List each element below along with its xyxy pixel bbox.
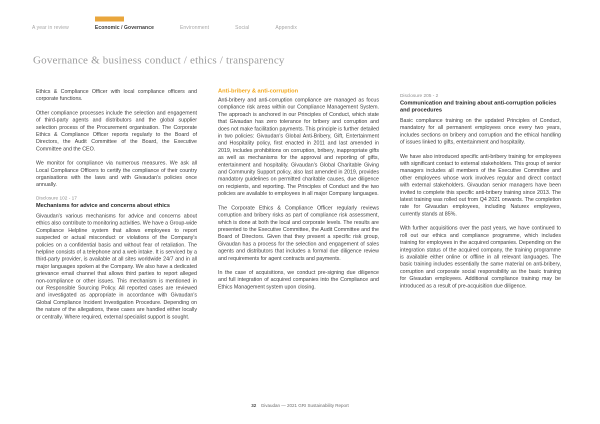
section-heading: Communication and training about anti-corruption policies and procedures	[400, 100, 557, 113]
column-1	[36, 88, 197, 327]
page-footer	[0, 403, 600, 408]
nav-item-economic-governance[interactable]: Economic / Governance	[94, 25, 154, 31]
page-number: 32	[251, 403, 257, 408]
paragraph: The Corporate Ethics & Compliance Officer regularly reviews corruption and bribery risks as part of compliance risk assessment, which is done at both the local and corporate levels. The results are presented to the Executive Committee, the Audit Committee and the Board of Directors. Given that they present a specific risk group, Givaudan has a process for the selection and engagement of sales agents and distributors that includes a formal due diligence review and requirements for agent contracts and payments.	[218, 204, 379, 262]
nav-item-a-year-in-review[interactable]: A year in review	[32, 25, 69, 31]
page-title: Governance & business conduct / ethics / transparency	[33, 53, 285, 66]
nav-item-environment[interactable]: Environment	[179, 25, 210, 31]
nav-item-appendix[interactable]: Appendix	[275, 25, 298, 31]
top-nav	[32, 25, 297, 31]
paragraph: In the case of acquisitions, we conduct pre-signing due diligence and full integration of acquired companies into the Compliance and Ethics Management system upon closing.	[218, 269, 379, 290]
paragraph: With further acquisitions over the past years, we have continued to roll out our ethics and compliance programme, which includes training for employees in the acquired companies. Depending on the integration status of the acquired company, the training programme is available either online or offline in all relevant languages. The basic training includes essentially the same material on anti-bribery, corruption and corporate social responsibility as the basic training for Givaudan employees. Additional compliance training may be introduced as a result of pre-acquisition due diligence.	[400, 225, 561, 289]
disclosure-label: Disclosure 205 - 2	[400, 93, 439, 99]
section-heading: Mechanisms for advice and concerns about ethics	[36, 202, 170, 209]
paragraph: We monitor for compliance via numerous measures. We ask all Local Compliance Officers to certify the compliance of their country organisations with the laws and with Givaudan's policies once annually.	[36, 160, 197, 188]
disclosure-label: Disclosure 102 - 17	[36, 195, 77, 201]
paragraph: We have also introduced specific anti-bribery training for employees with significant contact to external stakeholders. This group of senior managers includes all members of the Executive Committee and other employees whose work involves regular and direct contact with external stakeholders. Givaudan senior managers have been invited to complete this specific anti-bribery training since 2013. The latest training was rolled out from Q4 2021 onwards. The completion rate for Givaudan employees, including Naturex employees, currently stands at 85%.	[400, 153, 561, 217]
paragraph: Basic compliance training on the updated Principles of Conduct, mandatory for all permanent employees once every two years, includes sections on bribery and corruption and the ethical handling of issues linked to gifts, entertainment and hospitality.	[400, 117, 561, 146]
paragraph: Givaudan's various mechanisms for advice and concerns about ethics also contribute to monitoring activities. We have a Group-wide Compliance Helpline system that allows employees to report suspected or actual misconduct or violations of the Company's policies on a confidential basis and without fear of retaliation. The helpline consists of a telephone and a web intake. It is serviced by a third-party provider, is available at all sites worldwide 24/7 and in all major languages spoken at the Company. We also have a dedicated grievance email channel that allows third parties to report alleged non-compliance or other issues. This mechanism is mentioned in our Responsible Sourcing Policy. All reported cases are reviewed and investigated as appropriate in accordance with Givaudan's Global Compliance Incident Investigation Procedure. Depending on the nature of the allegations, these cases are handled either locally or centrally. Where required, external specialist support is sought.	[36, 212, 197, 320]
column-2	[218, 88, 379, 327]
nav-item-social[interactable]: Social	[235, 25, 250, 31]
accent-heading: Anti-bribery & anti-corruption	[218, 88, 299, 94]
column-3	[400, 88, 561, 327]
footer-text: Givaudan — 2021 GRI Sustainability Report	[260, 403, 349, 408]
paragraph: Other compliance processes include the selection and engagement of third-party agents and distributors and the global supplier selection process of the Procurement organisation. The Corporate Ethics & Compliance Officer reports regularly to the Board of Directors, the Audit Committee of the Board, the Executive Committee and the CEO.	[36, 109, 197, 152]
paragraph: Anti-bribery and anti-corruption compliance are managed as focus compliance risk areas within our Compliance Management System. The approach is anchored in our Principles of Conduct, which state that Givaudan has zero tolerance for bribery and corruption and does not make facilitation payments. This principle is further detailed in two policies: Givaudan's Global Anti-Bribery, Gift, Entertainment and Hospitality policy, first enacted in 2011 and last amended in 2019, includes prohibitions on corruption, bribery, inappropriate gifts as well as mechanisms for the approval and reporting of gifts, entertainment and hospitality. Givaudan's Global Charitable Giving and Community Support policy, also last amended in 2019, provides mandatory guidelines on permitted charitable causes, due diligence on recipients, and reporting. The Principles of Conduct and the two policies are available to employees in all major Company languages.	[218, 97, 379, 197]
columns	[36, 88, 561, 327]
paragraph: Ethics & Compliance Officer with local compliance officers and corporate functions.	[36, 88, 197, 102]
